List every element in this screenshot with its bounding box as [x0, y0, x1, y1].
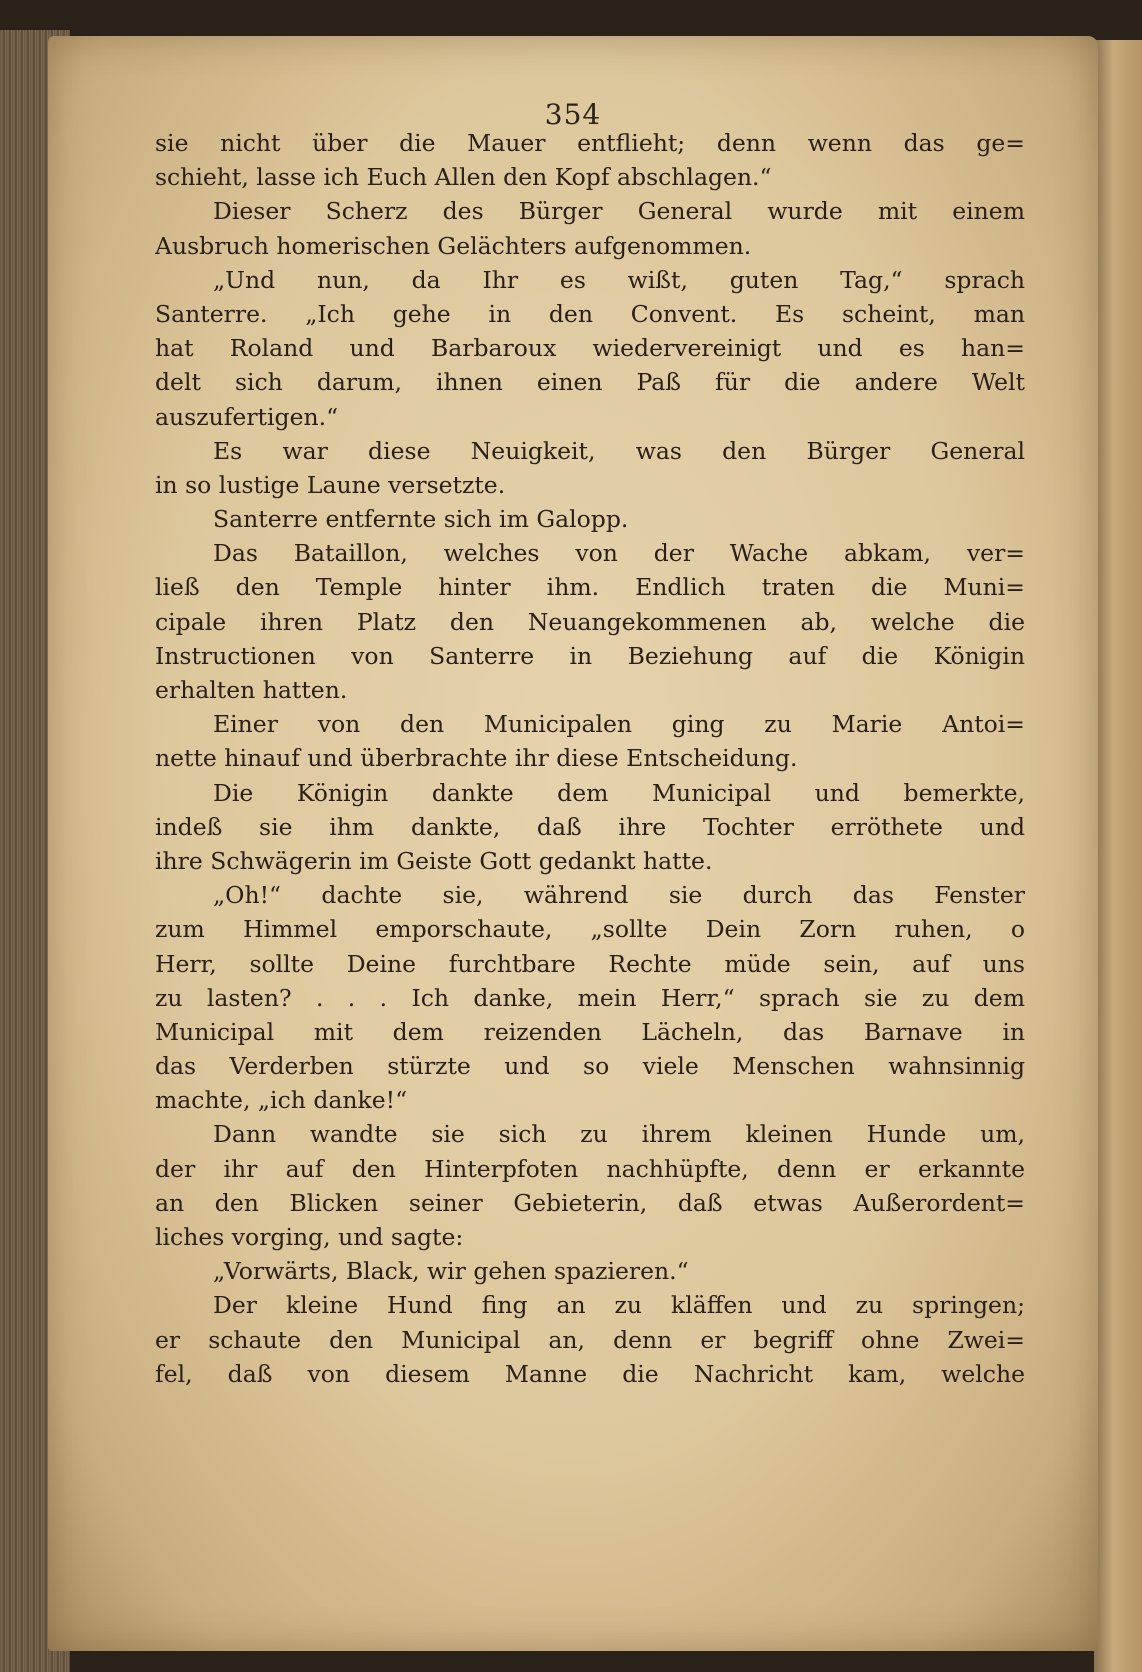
- text-line: Instructionen von Santerre in Beziehung auf die Königin: [155, 641, 1025, 670]
- text-line: Municipal mit dem reizenden Lächeln, das Barnave in: [155, 1017, 1025, 1046]
- text-line: delt sich darum, ihnen einen Paß für die andere Welt: [155, 368, 1025, 397]
- text-line: Das Bataillon, welches von der Wache abkam, ver=: [213, 539, 1025, 568]
- text-line: Der kleine Hund fing an zu kläffen und zu springen;: [213, 1291, 1025, 1320]
- text-line: Dann wandte sie sich zu ihrem kleinen Hunde um,: [213, 1120, 1025, 1149]
- text-line: sie nicht über die Mauer entflieht; denn wenn das ge=: [155, 129, 1025, 157]
- text-line: hat Roland und Barbaroux wiedervereinigt und es han=: [155, 334, 1025, 363]
- text-line: Ausbruch homerischen Gelächters aufgenommen.: [155, 231, 752, 260]
- text-line: liches vorging, und sagte:: [155, 1223, 464, 1251]
- text-line: ließ den Temple hinter ihm. Endlich traten die Muni=: [155, 573, 1025, 602]
- text-line: Herr, sollte Deine furchtbare Rechte müde sein, auf uns: [155, 949, 1025, 978]
- text-line: schieht, lasse ich Euch Allen den Kopf abschlagen.“: [155, 163, 772, 192]
- text-line: ihre Schwägerin im Geiste Gott gedankt hatte.: [155, 846, 713, 875]
- text-line: „Und nun, da Ihr es wißt, guten Tag,“ sprach: [213, 265, 1025, 294]
- body-text: [155, 126, 1025, 1391]
- text-line: indeß sie ihm dankte, daß ihre Tochter erröthete und: [155, 812, 1025, 841]
- right-page-edge: [1094, 40, 1142, 1672]
- text-line: Santerre entfernte sich im Galopp.: [213, 505, 629, 534]
- text-line: erhalten hatten.: [155, 676, 348, 704]
- text-line: in so lustige Laune versetzte.: [155, 470, 506, 499]
- text-line: machte, „ich danke!“: [155, 1086, 408, 1115]
- text-line: Santerre. „Ich gehe in den Convent. Es scheint, man: [155, 299, 1025, 328]
- text-line: nette hinauf und überbrachte ihr diese Entscheidung.: [155, 744, 798, 773]
- text-line: Die Königin dankte dem Municipal und bemerkte,: [213, 778, 1025, 807]
- text-line: der ihr auf den Hinterpfoten nachhüpfte, denn er erkannte: [155, 1154, 1025, 1183]
- text-line: an den Blicken seiner Gebieterin, daß etwas Außerordent=: [155, 1188, 1025, 1217]
- text-line: das Verderben stürzte und so viele Menschen wahnsinnig: [155, 1052, 1025, 1081]
- text-line: „Vorwärts, Black, wir gehen spazieren.“: [213, 1257, 689, 1286]
- text-line: zum Himmel emporschaute, „sollte Dein Zorn ruhen, o: [155, 915, 1025, 944]
- text-line: Dieser Scherz des Bürger General wurde mit einem: [213, 197, 1025, 226]
- page-number: 354: [544, 98, 602, 131]
- text-line: fel, daß von diesem Manne die Nachricht kam, welche: [155, 1359, 1025, 1388]
- text-line: cipale ihren Platz den Neuangekommenen ab, welche die: [155, 607, 1025, 636]
- text-line: „Oh!“ dachte sie, während sie durch das Fenster: [213, 881, 1025, 910]
- text-line: er schaute den Municipal an, denn er begriff ohne Zwei=: [155, 1325, 1025, 1354]
- text-line: auszufertigen.“: [155, 402, 339, 431]
- text-line: Es war diese Neuigkeit, was den Bürger General: [213, 436, 1025, 465]
- text-line: zu lasten? . . . Ich danke, mein Herr,“ sprach sie zu dem: [155, 983, 1025, 1012]
- text-line: Einer von den Municipalen ging zu Marie Antoi=: [213, 710, 1025, 739]
